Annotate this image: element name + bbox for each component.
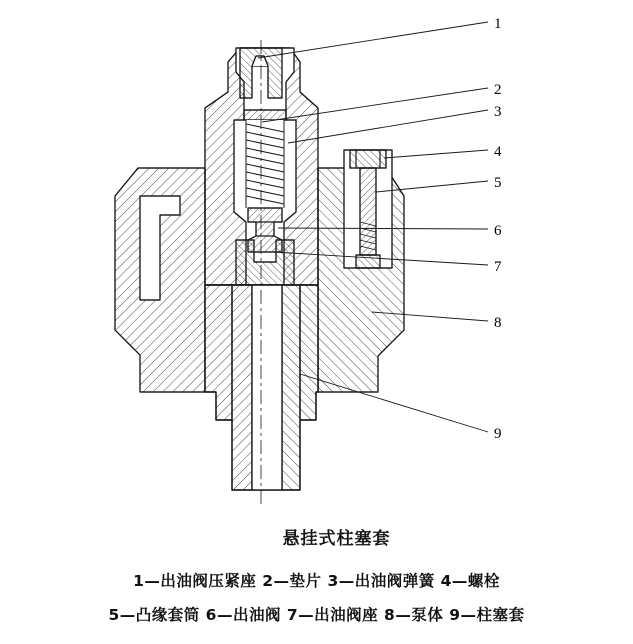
plunger-barrel-left-wall xyxy=(232,285,252,490)
delivery-valve-spring xyxy=(246,120,284,208)
legend-line-1: 1—出油阀压紧座 2—垫片 3—出油阀弹簧 4—螺栓 xyxy=(133,572,500,590)
callout-number-7: 7 xyxy=(494,259,502,275)
callout-number-3: 3 xyxy=(494,104,502,120)
leader-9 xyxy=(300,374,488,432)
gasket-washer xyxy=(244,110,286,120)
plunger-barrel-right-wall xyxy=(282,285,300,490)
callout-number-9: 9 xyxy=(494,426,502,442)
callout-number-1: 1 xyxy=(494,16,502,32)
leader-4 xyxy=(384,150,488,158)
callout-number-8: 8 xyxy=(494,315,502,331)
callout-number-2: 2 xyxy=(494,82,502,98)
leader-1 xyxy=(258,22,488,58)
legend-line-2: 5—凸缘套筒 6—出油阀 7—出油阀座 8—泵体 9—柱塞套 xyxy=(108,606,525,624)
callout-number-4: 4 xyxy=(494,144,502,160)
lower-right-shoulder xyxy=(300,285,318,420)
callout-numbers xyxy=(494,16,502,442)
callout-number-5: 5 xyxy=(494,175,502,191)
lower-left-shoulder xyxy=(205,285,232,420)
plunger-bore xyxy=(252,285,282,490)
figure-caption-block xyxy=(0,524,633,637)
figure-title: 悬挂式柱塞套 xyxy=(282,529,391,549)
callout-number-6: 6 xyxy=(494,223,502,239)
